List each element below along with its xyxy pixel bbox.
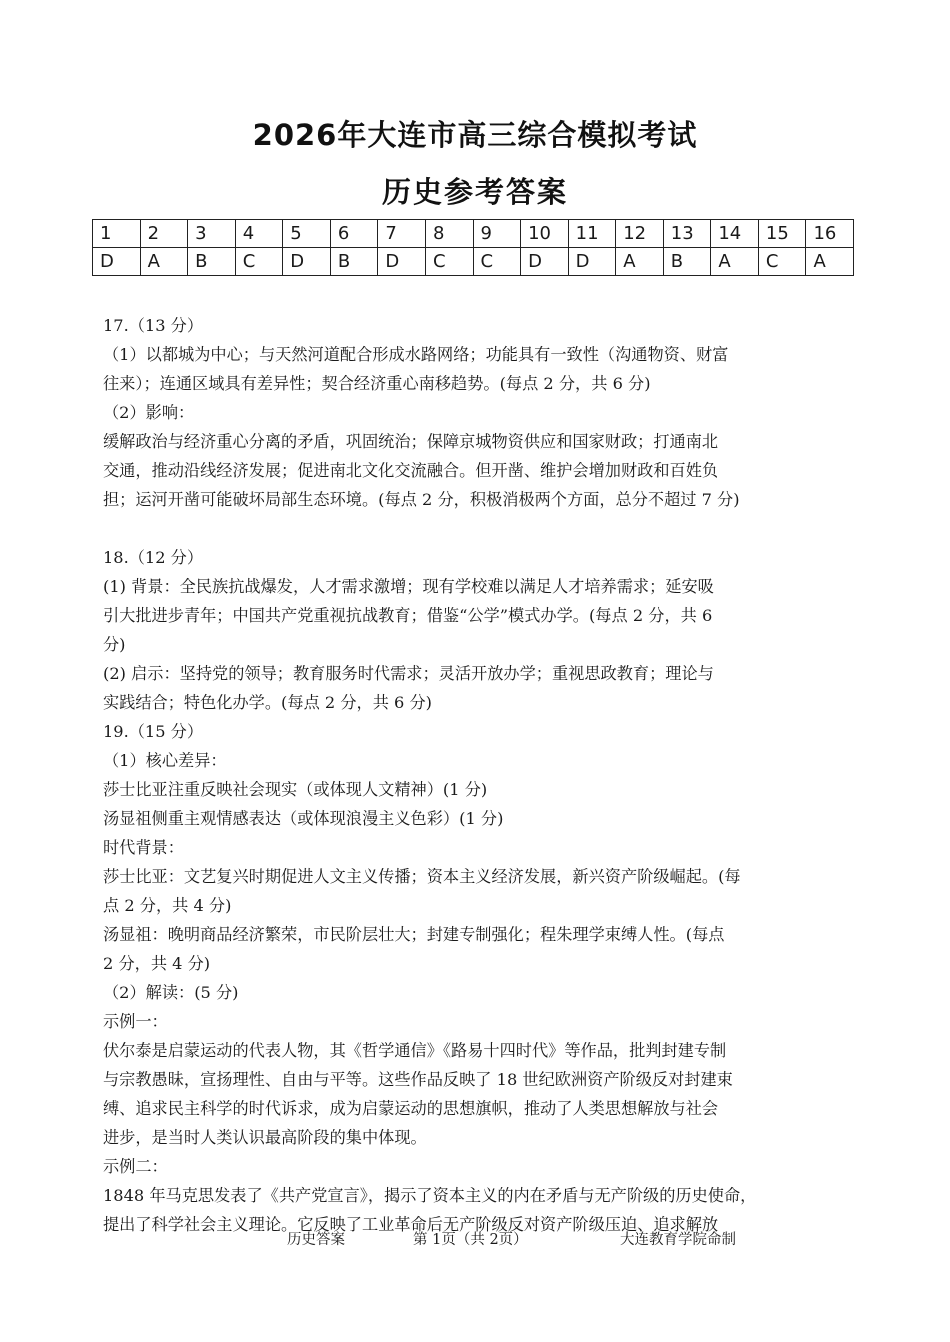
question-number-cell: 2: [140, 220, 188, 248]
answer-cell: C: [758, 248, 806, 276]
question-number-cell: 9: [473, 220, 521, 248]
text-line: （1）核心差异：: [103, 751, 227, 770]
question-number-cell: 15: [758, 220, 806, 248]
text-line: 引大批进步青年；中国共产党重视抗战教育；借鉴“公学”模式办学。(每点 2 分，共 6: [103, 606, 713, 625]
answer-cell: B: [330, 248, 378, 276]
text-line: 17.（13 分）: [103, 316, 204, 335]
text-line: 提出了科学社会主义理论。它反映了工业革命后无产阶级反对资产阶级压迫、追求解放: [103, 1215, 719, 1234]
answer-cell: B: [663, 248, 711, 276]
question-number-cell: 1: [93, 220, 141, 248]
text-line: 实践结合；特色化办学。(每点 2 分，共 6 分): [103, 693, 432, 712]
answer-cell: C: [425, 248, 473, 276]
question-number-cell: 6: [330, 220, 378, 248]
answer-cell: A: [616, 248, 664, 276]
text-line: 缚、追求民主科学的时代诉求，成为启蒙运动的思想旗帜，推动了人类思想解放与社会: [103, 1099, 719, 1118]
footer-page-number: 第 1页（共 2页）: [413, 1232, 528, 1248]
answer-cell: D: [568, 248, 616, 276]
question-number-cell: 5: [283, 220, 331, 248]
text-line: 18.（12 分）: [103, 548, 204, 567]
question-number-cell: 13: [663, 220, 711, 248]
text-line: （1）以都城为中心；与天然河道配合形成水路网络；功能具有一致性（沟通物资、财富: [103, 345, 729, 364]
answer-table-number-row: [93, 220, 854, 248]
page-footer: [0, 1228, 950, 1252]
text-line: (2) 启示：坚持党的领导；教育服务时代需求；灵活开放办学；重视思政教育；理论与: [103, 664, 714, 683]
answer-cell: A: [711, 248, 759, 276]
question-number-cell: 14: [711, 220, 759, 248]
answer-table: [92, 219, 854, 276]
answer-cell: C: [235, 248, 283, 276]
text-line: 伏尔泰是启蒙运动的代表人物，其《哲学通信》《路易十四时代》等作品，批判封建专制: [103, 1041, 727, 1060]
text-line: 与宗教愚昧，宣扬理性、自由与平等。这些作品反映了 18 世纪欧洲资产阶级反对封建束: [103, 1070, 733, 1089]
text-line: 汤显祖：晚明商品经济繁荣，市民阶层壮大；封建专制强化；程朱理学束缚人性。(每点: [103, 925, 725, 944]
question-number-cell: 3: [188, 220, 236, 248]
text-line: 莎士比亚：文艺复兴时期促进人文主义传播；资本主义经济发展，新兴资产阶级崛起。(每: [103, 867, 741, 886]
answer-cell: D: [93, 248, 141, 276]
text-line: 2 分，共 4 分): [103, 954, 211, 973]
text-line: (1) 背景：全民族抗战爆发，人才需求激增；现有学校难以满足人才培养需求；延安吸: [103, 577, 714, 596]
question-number-cell: 10: [521, 220, 569, 248]
text-line: 莎士比亚注重反映社会现实（或体现人文精神）(1 分): [103, 780, 488, 799]
text-line: 时代背景：: [103, 838, 184, 857]
answer-cell: C: [473, 248, 521, 276]
footer-subject: 历史答案: [287, 1232, 345, 1248]
question-number-cell: 16: [806, 220, 854, 248]
text-line: 1848 年马克思发表了《共产党宣言》，揭示了资本主义的内在矛盾与无产阶级的历史使命，: [103, 1186, 757, 1205]
answer-cell: A: [140, 248, 188, 276]
answer-content: [103, 311, 851, 1239]
page-title: 2026年大连市高三综合模拟考试: [252, 118, 698, 152]
text-line: 分): [103, 635, 126, 654]
text-line: 示例二：: [103, 1157, 168, 1176]
question-number-cell: 11: [568, 220, 616, 248]
answer-table-answer-row: [93, 248, 854, 276]
question-number-cell: 7: [378, 220, 426, 248]
text-line: 担；运河开凿可能破坏局部生态环境。(每点 2 分，积极消极两个方面，总分不超过 7 分): [103, 490, 740, 509]
question-number-cell: 8: [425, 220, 473, 248]
blank-line: [103, 514, 851, 543]
text-line: 示例一：: [103, 1012, 168, 1031]
text-line: 点 2 分，共 4 分): [103, 896, 232, 915]
text-line: （2）影响：: [103, 403, 195, 422]
answer-cell: D: [283, 248, 331, 276]
text-line: 交通，推动沿线经济发展；促进南北文化交流融合。但开凿、维护会增加财政和百姓负: [103, 461, 719, 480]
text-line: 缓解政治与经济重心分离的矛盾，巩固统治；保障京城物资供应和国家财政；打通南北: [103, 432, 719, 451]
text-line: 进步，是当时人类认识最高阶段的集中体现。: [103, 1128, 427, 1147]
question-number-cell: 4: [235, 220, 283, 248]
page-subtitle: 历史参考答案: [381, 175, 568, 209]
answer-cell: D: [521, 248, 569, 276]
answer-cell: D: [378, 248, 426, 276]
text-line: 19.（15 分）: [103, 722, 204, 741]
text-line: 往来）；连通区域具有差异性；契合经济重心南移趋势。(每点 2 分，共 6 分): [103, 374, 651, 393]
answer-cell: A: [806, 248, 854, 276]
question-number-cell: 12: [616, 220, 664, 248]
footer-publisher: 大连教育学院命制: [620, 1232, 736, 1248]
text-line: 汤显祖侧重主观情感表达（或体现浪漫主义色彩）(1 分): [103, 809, 504, 828]
text-line: （2）解读：(5 分): [103, 983, 239, 1002]
answer-cell: B: [188, 248, 236, 276]
